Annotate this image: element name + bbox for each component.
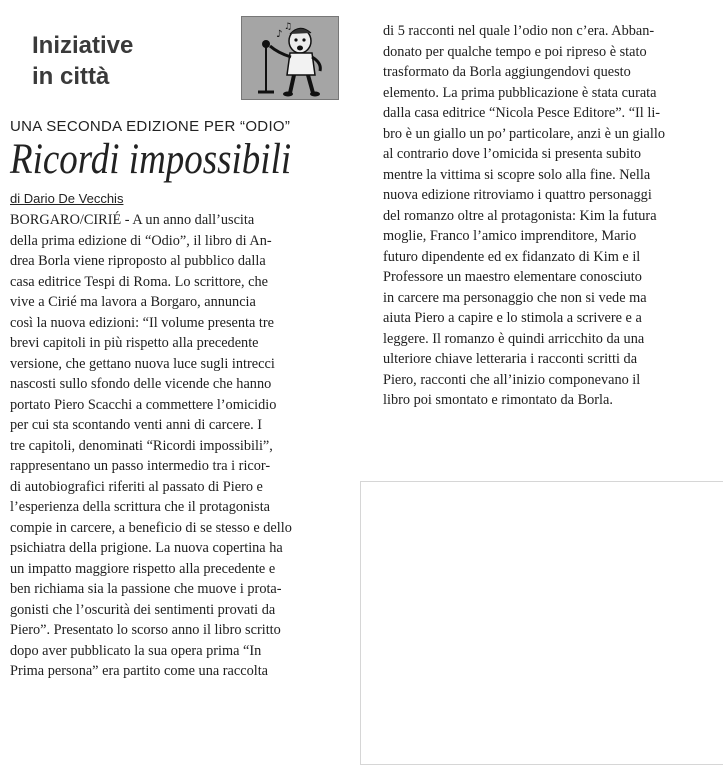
singer-illustration <box>241 16 339 100</box>
article-text-line: leggere. Il romanzo è quindi arricchito da una <box>383 330 645 347</box>
article-text-line: ulteriore chiave letteraria i racconti scritti da <box>383 351 638 367</box>
section-rubric <box>32 30 232 92</box>
article-text-line: del romanzo oltre al protagonista: Kim la futura <box>383 207 657 224</box>
article-text-line: BORGARO/CIRIÉ - A un anno dall’uscita <box>10 212 255 228</box>
article-text-line: mentre la vittima si scopre solo alla fine. Nella <box>383 166 651 183</box>
article-text-line: trasformato da Borla aggiungendovi questo <box>383 64 631 80</box>
article-headline: Ricordi impossibili <box>10 136 292 183</box>
article-text-line: della prima edizione di “Odio”, il libro di An- <box>10 232 272 249</box>
article-text-line: di 5 racconti nel quale l’odio non c’era. Abban- <box>383 23 655 39</box>
article-text-line: al contrario dove l’omicida si presenta subito <box>383 146 642 162</box>
article-text-line: ben richiama sia la passione che muove i prota- <box>10 581 282 597</box>
article-text-line: tre capitoli, denominati “Ricordi impossibili”, <box>10 437 273 454</box>
article-text-line: Professore un maestro elementare conosciuto <box>383 269 642 285</box>
article-text-line: moglie, Franco l’amico imprenditore, Mario <box>383 228 637 244</box>
article-text-line: gonisti che l’oscurità dei sentimenti provati da <box>10 601 276 618</box>
article-text-line: un impatto maggiore rispetto alla precedente e <box>10 560 276 577</box>
article-text-line: libro poi smontato e rimontato da Borla. <box>383 392 613 408</box>
svg-text:♪: ♪ <box>276 29 283 40</box>
article-text-line: rappresentano un passo intermedio tra i ricor- <box>10 458 271 474</box>
article-text-line: nascosti sullo sfondo delle vicende che hanno <box>10 376 272 392</box>
article-text-line: Piero, racconti che all’inizio componevano il <box>383 371 641 388</box>
article-text-line: drea Borla viene riproposto al pubblico dalla <box>10 253 266 269</box>
article-text-line: versione, che gettano nuova luce sugli intrecci <box>10 355 275 372</box>
cartoon-singer-with-microphone-icon <box>242 17 338 99</box>
article-text-line: compie in carcere, a beneficio di se stesso e dello <box>10 519 292 536</box>
article-text-line: donato per qualche tempo e poi ripreso è stato <box>383 43 647 60</box>
article-text-line: in carcere ma personaggio che non si vede ma <box>383 289 647 306</box>
article-text-line: per cui sta scontando venti anni di carcere. I <box>10 417 263 433</box>
article-byline: di Dario De Vecchis <box>10 191 124 206</box>
article-text-line: così la nuova edizioni: “Il volume presenta tre <box>10 314 275 331</box>
article-text-line: aiuta Piero a capire e lo stimola a scrivere e a <box>383 310 642 326</box>
article-text-line: bro è un giallo un po’ particolare, anzi è un giallo <box>383 125 666 142</box>
article-text-line: Prima persona” era partito come una raccolta <box>10 663 269 679</box>
article-text-line: psichiatra della prigione. La nuova copertina ha <box>10 540 283 556</box>
rubric-line-2: in città <box>32 63 110 90</box>
article-body-left-column <box>10 210 340 682</box>
article-text-line: futuro dipendente ed ex fidanzato di Kim e il <box>383 248 641 265</box>
empty-advertisement-box <box>360 481 723 765</box>
article-text-line: nuova edizione ritroviamo i quattro personaggi <box>383 187 652 203</box>
article-text-line: portato Piero Scacchi a commettere l’omicidio <box>10 396 277 413</box>
article-text-line: l’esperienza della scrittura che il protagonista <box>10 499 271 515</box>
article-text-line: vive a Cirié ma lavora a Borgaro, annuncia <box>10 294 256 310</box>
article-text-line: dalla casa editrice “Nicola Pesce Editore”. “Il li- <box>383 105 661 121</box>
rubric-line-1: Iniziative <box>32 32 134 59</box>
article-text-line: casa editrice Tespi di Roma. Lo scrittore, che <box>10 273 268 290</box>
article-body-right-column <box>383 21 713 411</box>
article-text-line: elemento. La prima pubblicazione è stata curata <box>383 84 657 101</box>
article-text-line: di autobiografici riferiti al passato di Piero e <box>10 478 263 495</box>
article-text-line: Piero”. Presentato lo scorso anno il libro scritto <box>10 622 281 638</box>
article-text-line: dopo aver pubblicato la sua opera prima “In <box>10 642 262 659</box>
article-kicker: UNA SECONDA EDIZIONE PER “ODIO” <box>10 118 291 135</box>
svg-text:♫: ♫ <box>284 22 293 32</box>
article-text-line: brevi capitoli in più rispetto alla precedente <box>10 335 259 351</box>
